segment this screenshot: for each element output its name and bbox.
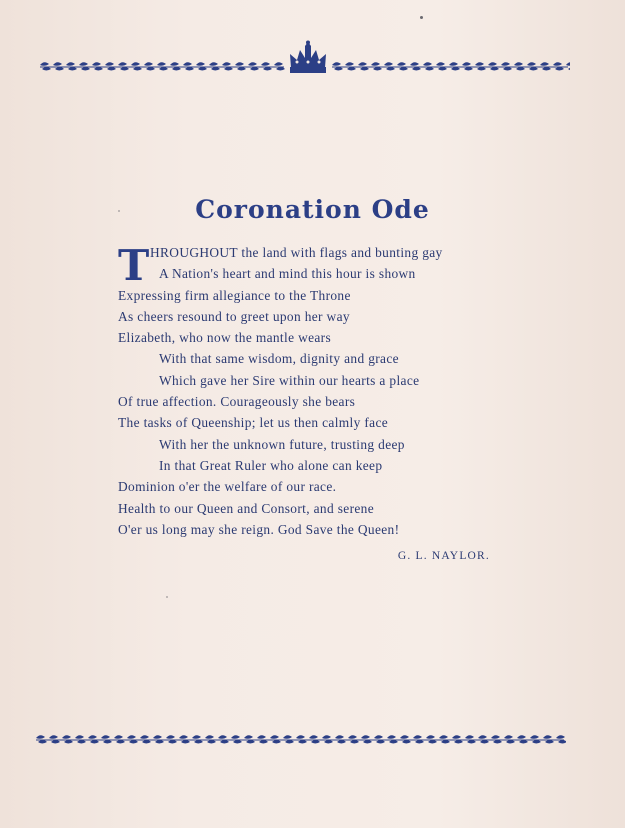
signature: G. L. NAYLOR. [397, 550, 490, 562]
poem-line-2: A Nation's heart and mind this hour is shown [159, 266, 416, 282]
poem-line-13: Health to our Queen and Consort, and serene [118, 500, 375, 516]
poem-line-8: Of true affection. Courageously she bears [118, 394, 356, 410]
crown-icon [290, 41, 326, 74]
laurel-border-bottom [36, 733, 566, 747]
poem-line-7: Which gave her Sire within our hearts a place [159, 372, 420, 388]
poem-line-9: The tasks of Queenship; let us then calmly face [118, 415, 389, 431]
drop-cap: T [118, 241, 150, 290]
crown-border-top [40, 40, 570, 76]
poem-line-3: Expressing firm allegiance to the Throne [118, 287, 351, 303]
poem-line-12: Dominion o'er the welfare of our race. [118, 479, 337, 495]
poem-line-5: Elizabeth, who now the mantle wears [118, 330, 332, 346]
paper-speck [420, 16, 423, 19]
poem-line-14: O'er us long may she reign. God Save the Queen! [118, 521, 400, 537]
poem-line-11: In that Great Ruler who alone can keep [159, 457, 383, 473]
poem [118, 242, 538, 540]
poem-lines [118, 263, 538, 540]
laurel-band-bottom [36, 735, 566, 743]
page-title: Coronation Ode [195, 194, 430, 224]
paper-speck [166, 596, 168, 598]
poem-line-1: HROUGHOUT the land with flags and bunting gay [150, 245, 443, 260]
poem-line-10: With her the unknown future, trusting deep [159, 436, 405, 452]
paper-speck [118, 210, 120, 212]
poem-line-6: With that same wisdom, dignity and grace [159, 351, 399, 367]
poem-line-4: As cheers resound to greet upon her way [118, 308, 350, 324]
